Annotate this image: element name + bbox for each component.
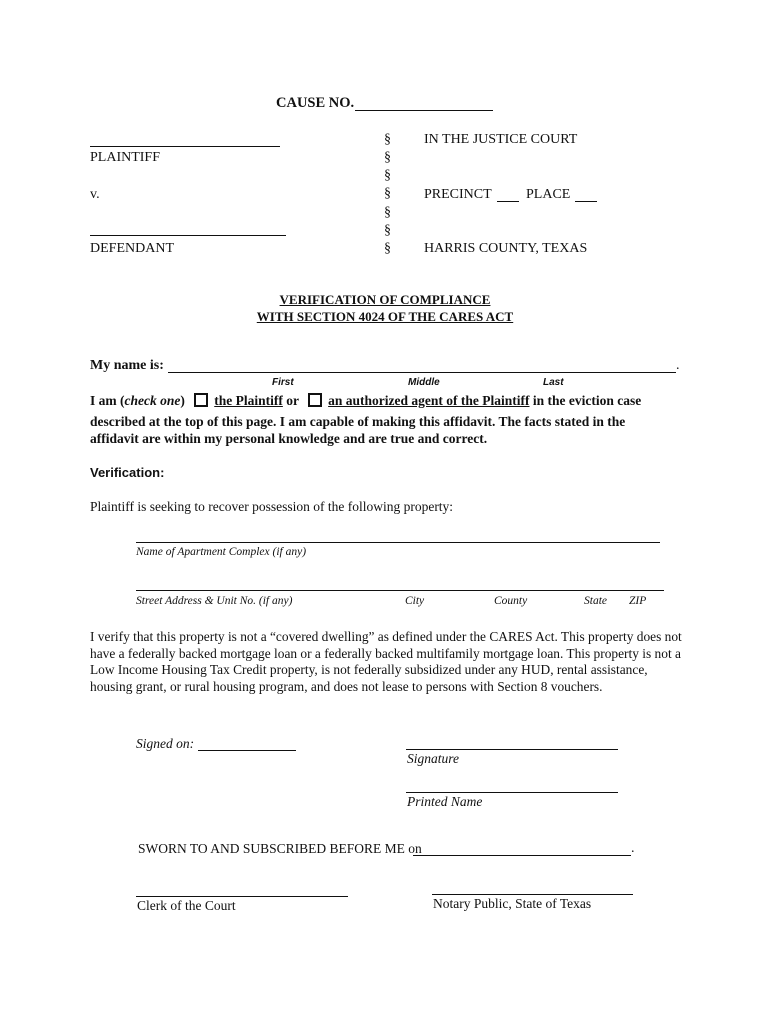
option-plaintiff: the Plaintiff <box>214 393 283 408</box>
name-period: . <box>676 358 680 373</box>
sworn-statement: SWORN TO AND SUBSCRIBED BEFORE ME on <box>138 841 422 856</box>
cause-no-label: CAUSE NO. <box>276 95 355 111</box>
section-symbol: § <box>384 186 391 201</box>
notary-signature-field[interactable] <box>432 894 633 895</box>
printed-name-caption: Printed Name <box>407 794 483 809</box>
verification-heading: Verification: <box>90 465 165 480</box>
check-one-text: check one <box>124 393 181 408</box>
property-intro: Plaintiff is seeking to recover possession of the following property: <box>90 499 454 514</box>
section-symbol: § <box>384 223 391 238</box>
cause-no-field[interactable] <box>355 110 493 111</box>
sworn-date-field[interactable] <box>413 855 631 856</box>
section-symbol: § <box>384 150 391 165</box>
section-symbol: § <box>384 205 391 220</box>
plaintiff-label: PLAINTIFF <box>90 150 161 165</box>
section-symbol: § <box>384 168 391 183</box>
state-caption: State <box>584 595 607 607</box>
county-label: HARRIS COUNTY, TEXAS <box>424 241 588 256</box>
signed-on-date-field[interactable] <box>198 750 296 751</box>
precinct-field[interactable] <box>497 201 519 202</box>
or-text: or <box>286 393 299 408</box>
signature-caption: Signature <box>407 751 459 766</box>
first-name-caption: First <box>272 377 294 388</box>
street-caption: Street Address & Unit No. (if any) <box>136 595 293 607</box>
place-label: PLACE <box>526 187 571 202</box>
document-title: VERIFICATION OF COMPLIANCE <box>279 292 491 307</box>
printed-name-field[interactable] <box>406 792 618 793</box>
i-am-text: I am ( <box>90 393 125 408</box>
apartment-name-field[interactable] <box>136 542 660 543</box>
option-agent: an authorized agent of the Plaintiff <box>328 393 530 408</box>
county-caption: County <box>494 595 528 607</box>
clerk-caption: Clerk of the Court <box>137 898 236 913</box>
plaintiff-checkbox[interactable] <box>194 393 208 407</box>
zip-caption: ZIP <box>629 595 647 607</box>
close-paren: ) <box>180 393 185 408</box>
street-address-field[interactable] <box>136 590 664 591</box>
my-name-field[interactable] <box>168 372 676 373</box>
eviction-case-text: in the eviction case <box>532 393 642 408</box>
document-subtitle: WITH SECTION 4024 OF THE CARES ACT <box>256 309 514 324</box>
notary-caption: Notary Public, State of Texas <box>433 896 592 911</box>
my-name-label: My name is: <box>90 358 164 373</box>
verification-statement: I verify that this property is not a “covered dwelling” as defined under the CARES Act. This property does not have a federally backed mortgage loan or a federally backed multifamily mortgage loan. This property is not a Low Income Housing Tax Credit property, is not federally subsidized under any HUD, rental assistance, housing grant, or rural housing program, and does not lease to persons with Section 8 vouchers. <box>90 629 682 694</box>
place-field[interactable] <box>575 201 597 202</box>
affidavit-line-3: affidavit are within my personal knowledge and are true and correct. <box>90 431 488 446</box>
versus-label: v. <box>90 187 100 202</box>
apartment-caption: Name of Apartment Complex (if any) <box>136 546 307 558</box>
section-symbol: § <box>384 132 391 147</box>
last-name-caption: Last <box>543 377 564 388</box>
affidavit-line-2: described at the top of this page. I am capable of making this affidavit. The facts stated in the <box>90 414 626 429</box>
precinct-label: PRECINCT <box>424 187 492 202</box>
section-symbol: § <box>384 241 391 256</box>
clerk-signature-field[interactable] <box>136 896 348 897</box>
agent-checkbox[interactable] <box>308 393 322 407</box>
i-am-line <box>90 393 641 409</box>
defendant-name-field[interactable] <box>90 235 286 236</box>
court-label: IN THE JUSTICE COURT <box>424 132 578 147</box>
middle-name-caption: Middle <box>408 377 440 388</box>
signed-on-label: Signed on: <box>136 736 195 751</box>
defendant-label: DEFENDANT <box>90 241 174 256</box>
plaintiff-name-field[interactable] <box>90 146 280 147</box>
signature-field[interactable] <box>406 749 618 750</box>
sworn-period: . <box>631 841 635 856</box>
city-caption: City <box>405 595 425 607</box>
